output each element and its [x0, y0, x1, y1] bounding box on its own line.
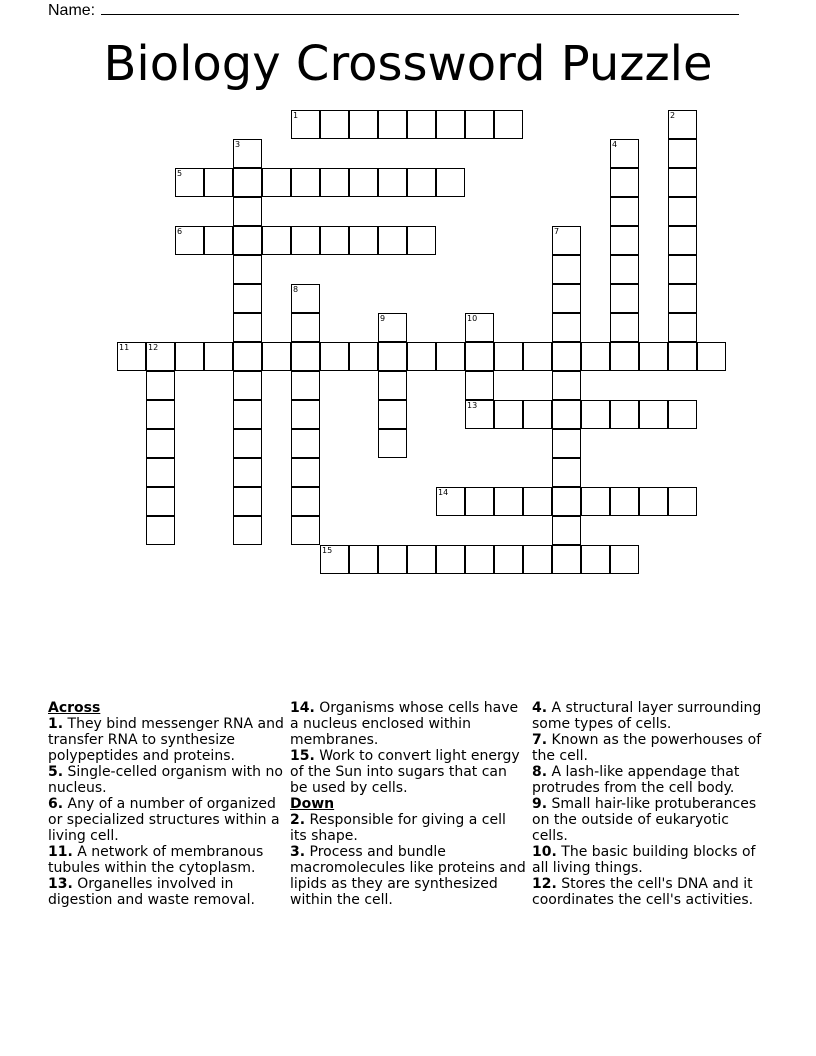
clue-number-label: 15.	[290, 748, 315, 764]
grid-cell[interactable]	[233, 429, 262, 458]
grid-cell[interactable]	[407, 226, 436, 255]
grid-cell[interactable]	[552, 313, 581, 342]
clue-number: 12	[148, 343, 159, 352]
clue-text: Organelles involved in digestion and waste removal.	[48, 876, 255, 908]
clue-item	[48, 716, 284, 764]
grid-cell[interactable]	[233, 516, 262, 545]
grid-cell[interactable]	[552, 284, 581, 313]
grid-cell[interactable]	[204, 168, 233, 197]
grid-cell[interactable]	[233, 458, 262, 487]
grid-cell[interactable]	[233, 168, 262, 197]
grid-cell[interactable]	[668, 168, 697, 197]
grid-cell[interactable]	[552, 487, 581, 516]
grid-cell[interactable]	[523, 400, 552, 429]
grid-cell[interactable]	[552, 342, 581, 371]
clue-item	[532, 732, 768, 764]
grid-cell[interactable]	[610, 487, 639, 516]
grid-cell[interactable]	[262, 342, 291, 371]
grid-cell[interactable]	[291, 487, 320, 516]
grid-cell[interactable]	[262, 226, 291, 255]
grid-cell[interactable]	[668, 197, 697, 226]
grid-cell[interactable]	[668, 226, 697, 255]
grid-cell[interactable]	[407, 168, 436, 197]
grid-cell[interactable]	[349, 168, 378, 197]
grid-cell[interactable]	[552, 458, 581, 487]
grid-cell[interactable]	[233, 284, 262, 313]
clue-number-label: 8.	[532, 764, 548, 780]
grid-cell[interactable]	[581, 342, 610, 371]
clue-text: Small hair-like protuberances on the outside of eukaryotic cells.	[532, 796, 757, 844]
grid-cell[interactable]	[465, 313, 494, 342]
clue-number-label: 10.	[532, 844, 557, 860]
grid-cell[interactable]	[407, 110, 436, 139]
grid-cell[interactable]	[291, 110, 320, 139]
grid-cell[interactable]	[668, 139, 697, 168]
grid-cell[interactable]	[552, 371, 581, 400]
clue-item	[532, 796, 768, 844]
grid-cell[interactable]	[465, 371, 494, 400]
clue-item	[532, 700, 768, 732]
grid-cell[interactable]	[291, 429, 320, 458]
grid-cell[interactable]	[697, 342, 726, 371]
grid-cell[interactable]	[320, 342, 349, 371]
clue-column-2	[290, 700, 526, 908]
grid-cell[interactable]	[436, 342, 465, 371]
grid-cell[interactable]	[146, 516, 175, 545]
grid-cell[interactable]	[349, 545, 378, 574]
grid-cell[interactable]	[291, 226, 320, 255]
grid-cell[interactable]	[581, 400, 610, 429]
grid-cell[interactable]	[378, 342, 407, 371]
grid-cell[interactable]	[291, 458, 320, 487]
grid-cell[interactable]	[378, 168, 407, 197]
grid-cell[interactable]	[610, 168, 639, 197]
grid-cell[interactable]	[494, 545, 523, 574]
clue-item	[532, 876, 768, 908]
clue-number-label: 12.	[532, 876, 557, 892]
grid-cell[interactable]	[552, 255, 581, 284]
grid-cell[interactable]	[639, 342, 668, 371]
grid-cell[interactable]	[552, 429, 581, 458]
clue-text: Organisms whose cells have a nucleus enclosed within membranes.	[290, 700, 519, 748]
grid-cell[interactable]	[233, 400, 262, 429]
clue-text: Responsible for giving a cell its shape.	[290, 812, 506, 844]
grid-cell[interactable]	[610, 284, 639, 313]
grid-cell[interactable]	[233, 197, 262, 226]
clue-number: 7	[554, 227, 560, 236]
clue-number: 5	[177, 169, 183, 178]
grid-cell[interactable]	[320, 226, 349, 255]
grid-cell[interactable]	[610, 255, 639, 284]
clue-item	[290, 844, 526, 908]
grid-cell[interactable]	[523, 342, 552, 371]
clue-item	[48, 876, 284, 908]
clue-number-label: 14.	[290, 700, 315, 716]
clue-number: 6	[177, 227, 183, 236]
grid-cell[interactable]	[552, 545, 581, 574]
grid-cell[interactable]	[291, 371, 320, 400]
grid-cell[interactable]	[581, 545, 610, 574]
grid-cell[interactable]	[552, 400, 581, 429]
clue-text: Stores the cell's DNA and it coordinates the cell's activities.	[532, 876, 754, 908]
grid-cell[interactable]	[146, 400, 175, 429]
clue-number-label: 5.	[48, 764, 64, 780]
grid-cell[interactable]	[146, 371, 175, 400]
grid-cell[interactable]	[175, 342, 204, 371]
grid-cell[interactable]	[494, 400, 523, 429]
grid-cell[interactable]	[552, 516, 581, 545]
clue-number: 1	[293, 111, 299, 120]
grid-cell[interactable]	[146, 342, 175, 371]
clue-number-label: 11.	[48, 844, 73, 860]
grid-cell[interactable]	[291, 168, 320, 197]
grid-cell[interactable]	[610, 197, 639, 226]
grid-cell[interactable]	[233, 226, 262, 255]
grid-cell[interactable]	[349, 110, 378, 139]
grid-cell[interactable]	[146, 458, 175, 487]
grid-cell[interactable]	[204, 226, 233, 255]
grid-cell[interactable]	[291, 516, 320, 545]
grid-cell[interactable]	[610, 342, 639, 371]
grid-cell[interactable]	[668, 342, 697, 371]
grid-cell[interactable]	[233, 255, 262, 284]
grid-cell[interactable]	[465, 545, 494, 574]
name-label: Name:	[48, 2, 96, 19]
clue-number: 9	[380, 314, 386, 323]
clue-number: 11	[119, 343, 130, 352]
clue-column-1	[48, 700, 284, 908]
grid-cell[interactable]	[436, 487, 465, 516]
grid-cell[interactable]	[552, 226, 581, 255]
grid-cell[interactable]	[233, 139, 262, 168]
grid-cell[interactable]	[146, 429, 175, 458]
grid-cell[interactable]	[610, 226, 639, 255]
clue-text: Single-celled organism with no nucleus.	[48, 764, 283, 796]
grid-cell[interactable]	[320, 168, 349, 197]
grid-cell[interactable]	[262, 168, 291, 197]
grid-cell[interactable]	[465, 110, 494, 139]
down-heading: Down	[290, 796, 335, 812]
clue-number-label: 2.	[290, 812, 306, 828]
clue-text: Known as the powerhouses of the cell.	[532, 732, 762, 764]
clue-text: Process and bundle macromolecules like proteins and lipids as they are synthesized within the cell.	[290, 844, 526, 908]
grid-cell[interactable]	[378, 313, 407, 342]
clue-text: A network of membranous tubules within the cytoplasm.	[48, 844, 264, 876]
clue-number-label: 6.	[48, 796, 64, 812]
grid-cell[interactable]	[523, 487, 552, 516]
grid-cell[interactable]	[291, 342, 320, 371]
clue-item	[48, 796, 284, 844]
across-heading: Across	[48, 700, 101, 716]
clue-text: A lash-like appendage that protrudes from the cell body.	[532, 764, 740, 796]
grid-cell[interactable]	[581, 487, 610, 516]
grid-cell[interactable]	[465, 400, 494, 429]
clue-number: 10	[467, 314, 478, 323]
clue-number-label: 13.	[48, 876, 73, 892]
grid-cell[interactable]	[639, 487, 668, 516]
grid-cell[interactable]	[320, 110, 349, 139]
clue-item	[532, 844, 768, 876]
clue-item	[290, 812, 526, 844]
grid-cell[interactable]	[610, 139, 639, 168]
clue-number-label: 1.	[48, 716, 64, 732]
grid-cell[interactable]	[407, 545, 436, 574]
grid-cell[interactable]	[233, 313, 262, 342]
clue-number-label: 7.	[532, 732, 548, 748]
clue-item	[48, 764, 284, 796]
clue-number-label: 9.	[532, 796, 548, 812]
grid-cell[interactable]	[378, 371, 407, 400]
clue-item	[290, 700, 526, 748]
grid-cell[interactable]	[233, 487, 262, 516]
grid-cell[interactable]	[436, 545, 465, 574]
clue-text: The basic building blocks of all living things.	[532, 844, 756, 876]
clue-text: They bind messenger RNA and transfer RNA to synthesize polypeptides and proteins.	[48, 716, 284, 764]
clue-number: 4	[612, 140, 618, 149]
grid-cell[interactable]	[175, 168, 204, 197]
grid-cell[interactable]	[668, 255, 697, 284]
grid-cell[interactable]	[668, 284, 697, 313]
clue-number: 15	[322, 546, 333, 555]
clue-number: 14	[438, 488, 449, 497]
clue-number: 2	[670, 111, 676, 120]
page-title: Biology Crossword Puzzle	[103, 36, 713, 92]
grid-cell[interactable]	[494, 342, 523, 371]
grid-cell[interactable]	[204, 342, 233, 371]
clue-column-3	[532, 700, 768, 908]
grid-cell[interactable]	[610, 313, 639, 342]
grid-cell[interactable]	[610, 545, 639, 574]
grid-cell[interactable]	[668, 487, 697, 516]
grid-cell[interactable]	[668, 110, 697, 139]
grid-cell[interactable]	[349, 342, 378, 371]
grid-cell[interactable]	[436, 168, 465, 197]
grid-cell[interactable]	[291, 400, 320, 429]
clue-item	[290, 748, 526, 796]
grid-cell[interactable]	[378, 226, 407, 255]
grid-cell[interactable]	[465, 342, 494, 371]
grid-cell[interactable]	[407, 342, 436, 371]
grid-cell[interactable]	[349, 226, 378, 255]
grid-cell[interactable]	[668, 400, 697, 429]
grid-cell[interactable]	[291, 313, 320, 342]
grid-cell[interactable]	[523, 545, 552, 574]
grid-cell[interactable]	[378, 110, 407, 139]
grid-cell[interactable]	[610, 400, 639, 429]
grid-cell[interactable]	[175, 226, 204, 255]
grid-cell[interactable]	[233, 342, 262, 371]
grid-cell[interactable]	[320, 545, 349, 574]
clue-text: A structural layer surrounding some types of cells.	[532, 700, 762, 732]
clue-number: 3	[235, 140, 241, 149]
grid-cell[interactable]	[494, 487, 523, 516]
clue-number-label: 3.	[290, 844, 306, 860]
clue-number: 8	[293, 285, 299, 294]
grid-cell[interactable]	[465, 487, 494, 516]
clue-item	[532, 764, 768, 796]
grid-cell[interactable]	[378, 429, 407, 458]
grid-cell[interactable]	[668, 313, 697, 342]
grid-cell[interactable]	[494, 110, 523, 139]
grid-cell[interactable]	[146, 487, 175, 516]
clue-number-label: 4.	[532, 700, 548, 716]
grid-cell[interactable]	[233, 371, 262, 400]
grid-cell[interactable]	[117, 342, 146, 371]
clue-text: Any of a number of organized or specialized structures within a living cell.	[48, 796, 280, 844]
clue-text: Work to convert light energy of the Sun into sugars that can be used by cells.	[290, 748, 520, 796]
grid-cell[interactable]	[378, 400, 407, 429]
clue-number: 13	[467, 401, 478, 410]
clue-item	[48, 844, 284, 876]
grid-cell[interactable]	[639, 400, 668, 429]
grid-cell[interactable]	[291, 284, 320, 313]
grid-cell[interactable]	[378, 545, 407, 574]
grid-cell[interactable]	[436, 110, 465, 139]
